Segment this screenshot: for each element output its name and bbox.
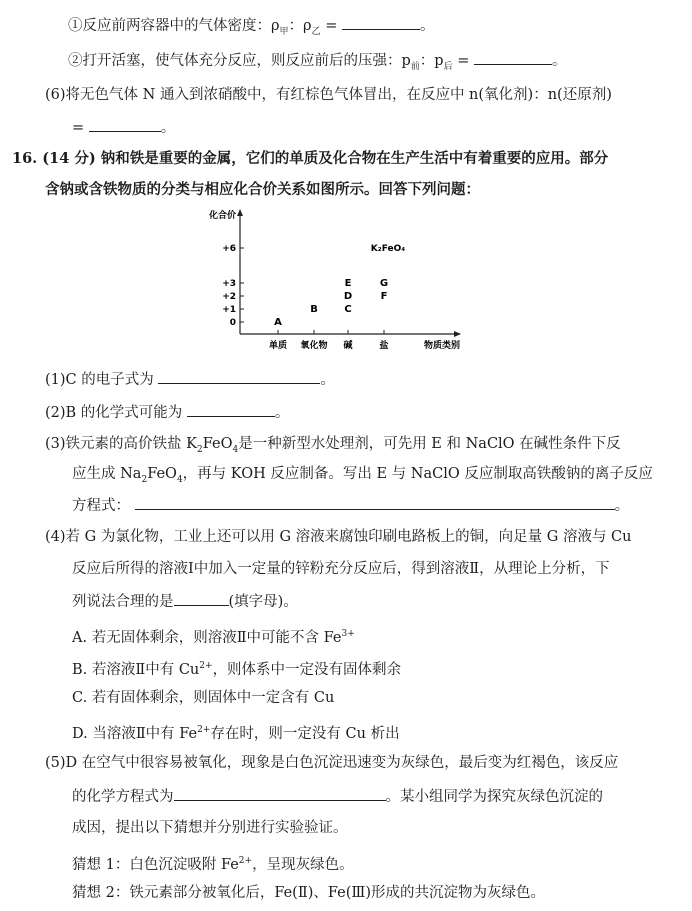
text: 。 — [419, 18, 435, 34]
q16-part4-line1 — [45, 527, 631, 547]
text: C. 若有固体剩余，则固体中一定含有 Cu — [72, 690, 335, 706]
q16-part1-line — [45, 369, 335, 390]
text: ：ρ — [288, 18, 312, 34]
text: 列说法合理的是 — [72, 594, 174, 610]
hypothesis-1 — [72, 851, 354, 875]
text: FeO — [202, 436, 233, 452]
q16-intro-line2 — [45, 180, 480, 200]
x-tick-label: 氧化物 — [300, 341, 328, 351]
point-label: K₂FeO₄ — [370, 244, 406, 254]
answer-blank[interactable] — [174, 591, 229, 606]
text: 反应后所得的溶液Ⅰ中加入一定量的锌粉充分反应后，得到溶液Ⅱ，从理论上分析，下 — [72, 561, 610, 577]
text: 存在时，则一定没有 Cu 析出 — [210, 725, 400, 742]
q15-sub1-line — [68, 15, 434, 42]
hypothesis-2 — [72, 883, 545, 903]
text: B. 若溶液Ⅱ中有 Cu — [72, 661, 200, 678]
text: 含钠或含铁物质的分类与相应化合价关系如图所示。回答下列问题： — [45, 181, 480, 198]
option-b — [72, 656, 401, 680]
subscript: 甲 — [279, 26, 289, 37]
subscript: 后 — [443, 61, 453, 72]
text: 是一种新型水处理剂，可先用 E 和 NaClO 在碱性条件下反 — [238, 436, 621, 452]
text: = — [72, 120, 85, 136]
text: FeO — [147, 466, 177, 482]
subscript: 4 — [176, 474, 183, 485]
text: ②打开活塞，使气体充分反应，则反应前后的压强：p — [68, 53, 411, 69]
answer-blank[interactable] — [474, 50, 552, 65]
point-label: C — [344, 304, 352, 315]
q16-part5-line3 — [72, 818, 348, 838]
text: A. 若无固体剩余，则溶液Ⅱ中可能不含 Fe — [72, 629, 342, 646]
point-label: D — [343, 291, 353, 302]
q15-part6-answer-line — [72, 117, 175, 138]
q16-part4-line3 — [72, 591, 298, 612]
superscript: 2+ — [199, 661, 213, 671]
text: 。 — [551, 53, 567, 69]
point-label: F — [380, 291, 388, 302]
q16-part3-line1 — [45, 434, 621, 460]
point-label: A — [274, 317, 282, 328]
x-axis-label: 物质类别 — [423, 341, 461, 351]
answer-blank[interactable] — [174, 786, 386, 801]
text: (1)C 的电子式为 — [45, 372, 154, 388]
text: 。 — [274, 405, 290, 421]
subscript: 4 — [232, 444, 239, 455]
text: (4)若 G 为氯化物，工业上还可以用 G 溶液来腐蚀印刷电路板上的铜，向足量 G 溶液与 Cu — [45, 529, 632, 545]
text: ，则体系中一定没有固体剩余 — [212, 661, 402, 678]
q16-part5-line1 — [45, 753, 618, 773]
option-d — [72, 720, 400, 744]
q15-sub2-line — [68, 50, 566, 77]
superscript: 3+ — [341, 629, 355, 639]
y-tick-label: +6 — [222, 244, 236, 254]
point-label: E — [344, 278, 352, 289]
text: (3)铁元素的高价铁盐 K — [45, 436, 197, 452]
x-axis-arrow — [454, 331, 461, 337]
subscript: 乙 — [311, 26, 321, 37]
x-tick-label: 单质 — [268, 341, 288, 351]
answer-blank[interactable] — [89, 117, 161, 132]
text: 。某小组同学为探究灰绿色沉淀的 — [385, 789, 603, 805]
point-label: B — [310, 304, 318, 315]
q16-part2-line — [45, 402, 289, 423]
valence-class-chart — [190, 206, 490, 356]
answer-blank[interactable] — [135, 495, 615, 510]
y-axis-label: 化合价 — [208, 211, 236, 221]
text: 的化学方程式为 — [72, 789, 174, 805]
text: ，呈现灰绿色。 — [252, 856, 354, 873]
text: 成因，提出以下猜想并分别进行实验验证。 — [72, 820, 348, 836]
y-axis-arrow — [237, 209, 243, 216]
text: 。 — [160, 120, 176, 136]
text: = — [320, 18, 338, 34]
text: ，再与 KOH 反应制备。写出 E 与 NaClO 反应制取高铁酸钠的离子反应 — [182, 466, 653, 482]
superscript: 2+ — [238, 856, 253, 866]
text: 。 — [614, 498, 630, 514]
answer-blank[interactable] — [158, 369, 320, 384]
point-label: G — [379, 278, 389, 289]
text: (填字母)。 — [228, 594, 298, 610]
x-tick-label: 碱 — [343, 341, 353, 351]
q16-part5-line2 — [72, 786, 603, 807]
q16-part3-line3 — [72, 495, 629, 516]
superscript: 2+ — [197, 725, 211, 735]
subscript: 2 — [141, 474, 148, 485]
y-tick-label: +2 — [222, 292, 236, 302]
text: 猜想 2：铁元素部分被氧化后，Fe(Ⅱ)、Fe(Ⅲ)形成的共沉淀物为灰绿色。 — [72, 885, 545, 901]
chart-marks — [274, 244, 405, 328]
q16-intro-line1 — [12, 149, 608, 169]
text: ：p — [419, 53, 444, 69]
text: (5)D 在空气中很容易被氧化，现象是白色沉淀迅速变为灰绿色，最后变为红褐色，该反应 — [45, 755, 619, 771]
option-a — [72, 624, 355, 648]
text: D. 当溶液Ⅱ中有 Fe — [72, 725, 198, 742]
text: 猜想 1：白色沉淀吸附 Fe — [72, 856, 239, 873]
text: 方程式： — [72, 498, 130, 514]
text: 。 — [320, 372, 335, 388]
subscript: 2 — [196, 444, 203, 455]
text: 应生成 Na — [72, 466, 142, 482]
x-tick-label: 盐 — [379, 341, 389, 351]
chart-axes — [208, 209, 461, 351]
text: (6)将无色气体 N 通入到浓硝酸中，有红棕色气体冒出，在反应中 n(氧化剂)：n(还原剂) — [45, 87, 612, 103]
y-tick-label: +3 — [222, 279, 236, 289]
y-tick-label: +1 — [222, 305, 236, 315]
q15-part6-line — [45, 85, 612, 105]
text: (2)B 的化学式可能为 — [45, 405, 183, 421]
q16-part4-line2 — [72, 559, 610, 579]
option-c — [72, 688, 334, 708]
answer-blank[interactable] — [187, 402, 275, 417]
q16-part3-line2 — [72, 464, 653, 490]
text: 16. (14 分) 钠和铁是重要的金属，它们的单质及化合物在生产生活中有着重要的应用。部分 — [12, 150, 609, 167]
text: ①反应前两容器中的气体密度：ρ — [68, 18, 280, 34]
y-tick-label: 0 — [229, 318, 236, 328]
text: = — [452, 53, 470, 69]
subscript: 前 — [410, 61, 420, 72]
answer-blank[interactable] — [342, 15, 420, 30]
